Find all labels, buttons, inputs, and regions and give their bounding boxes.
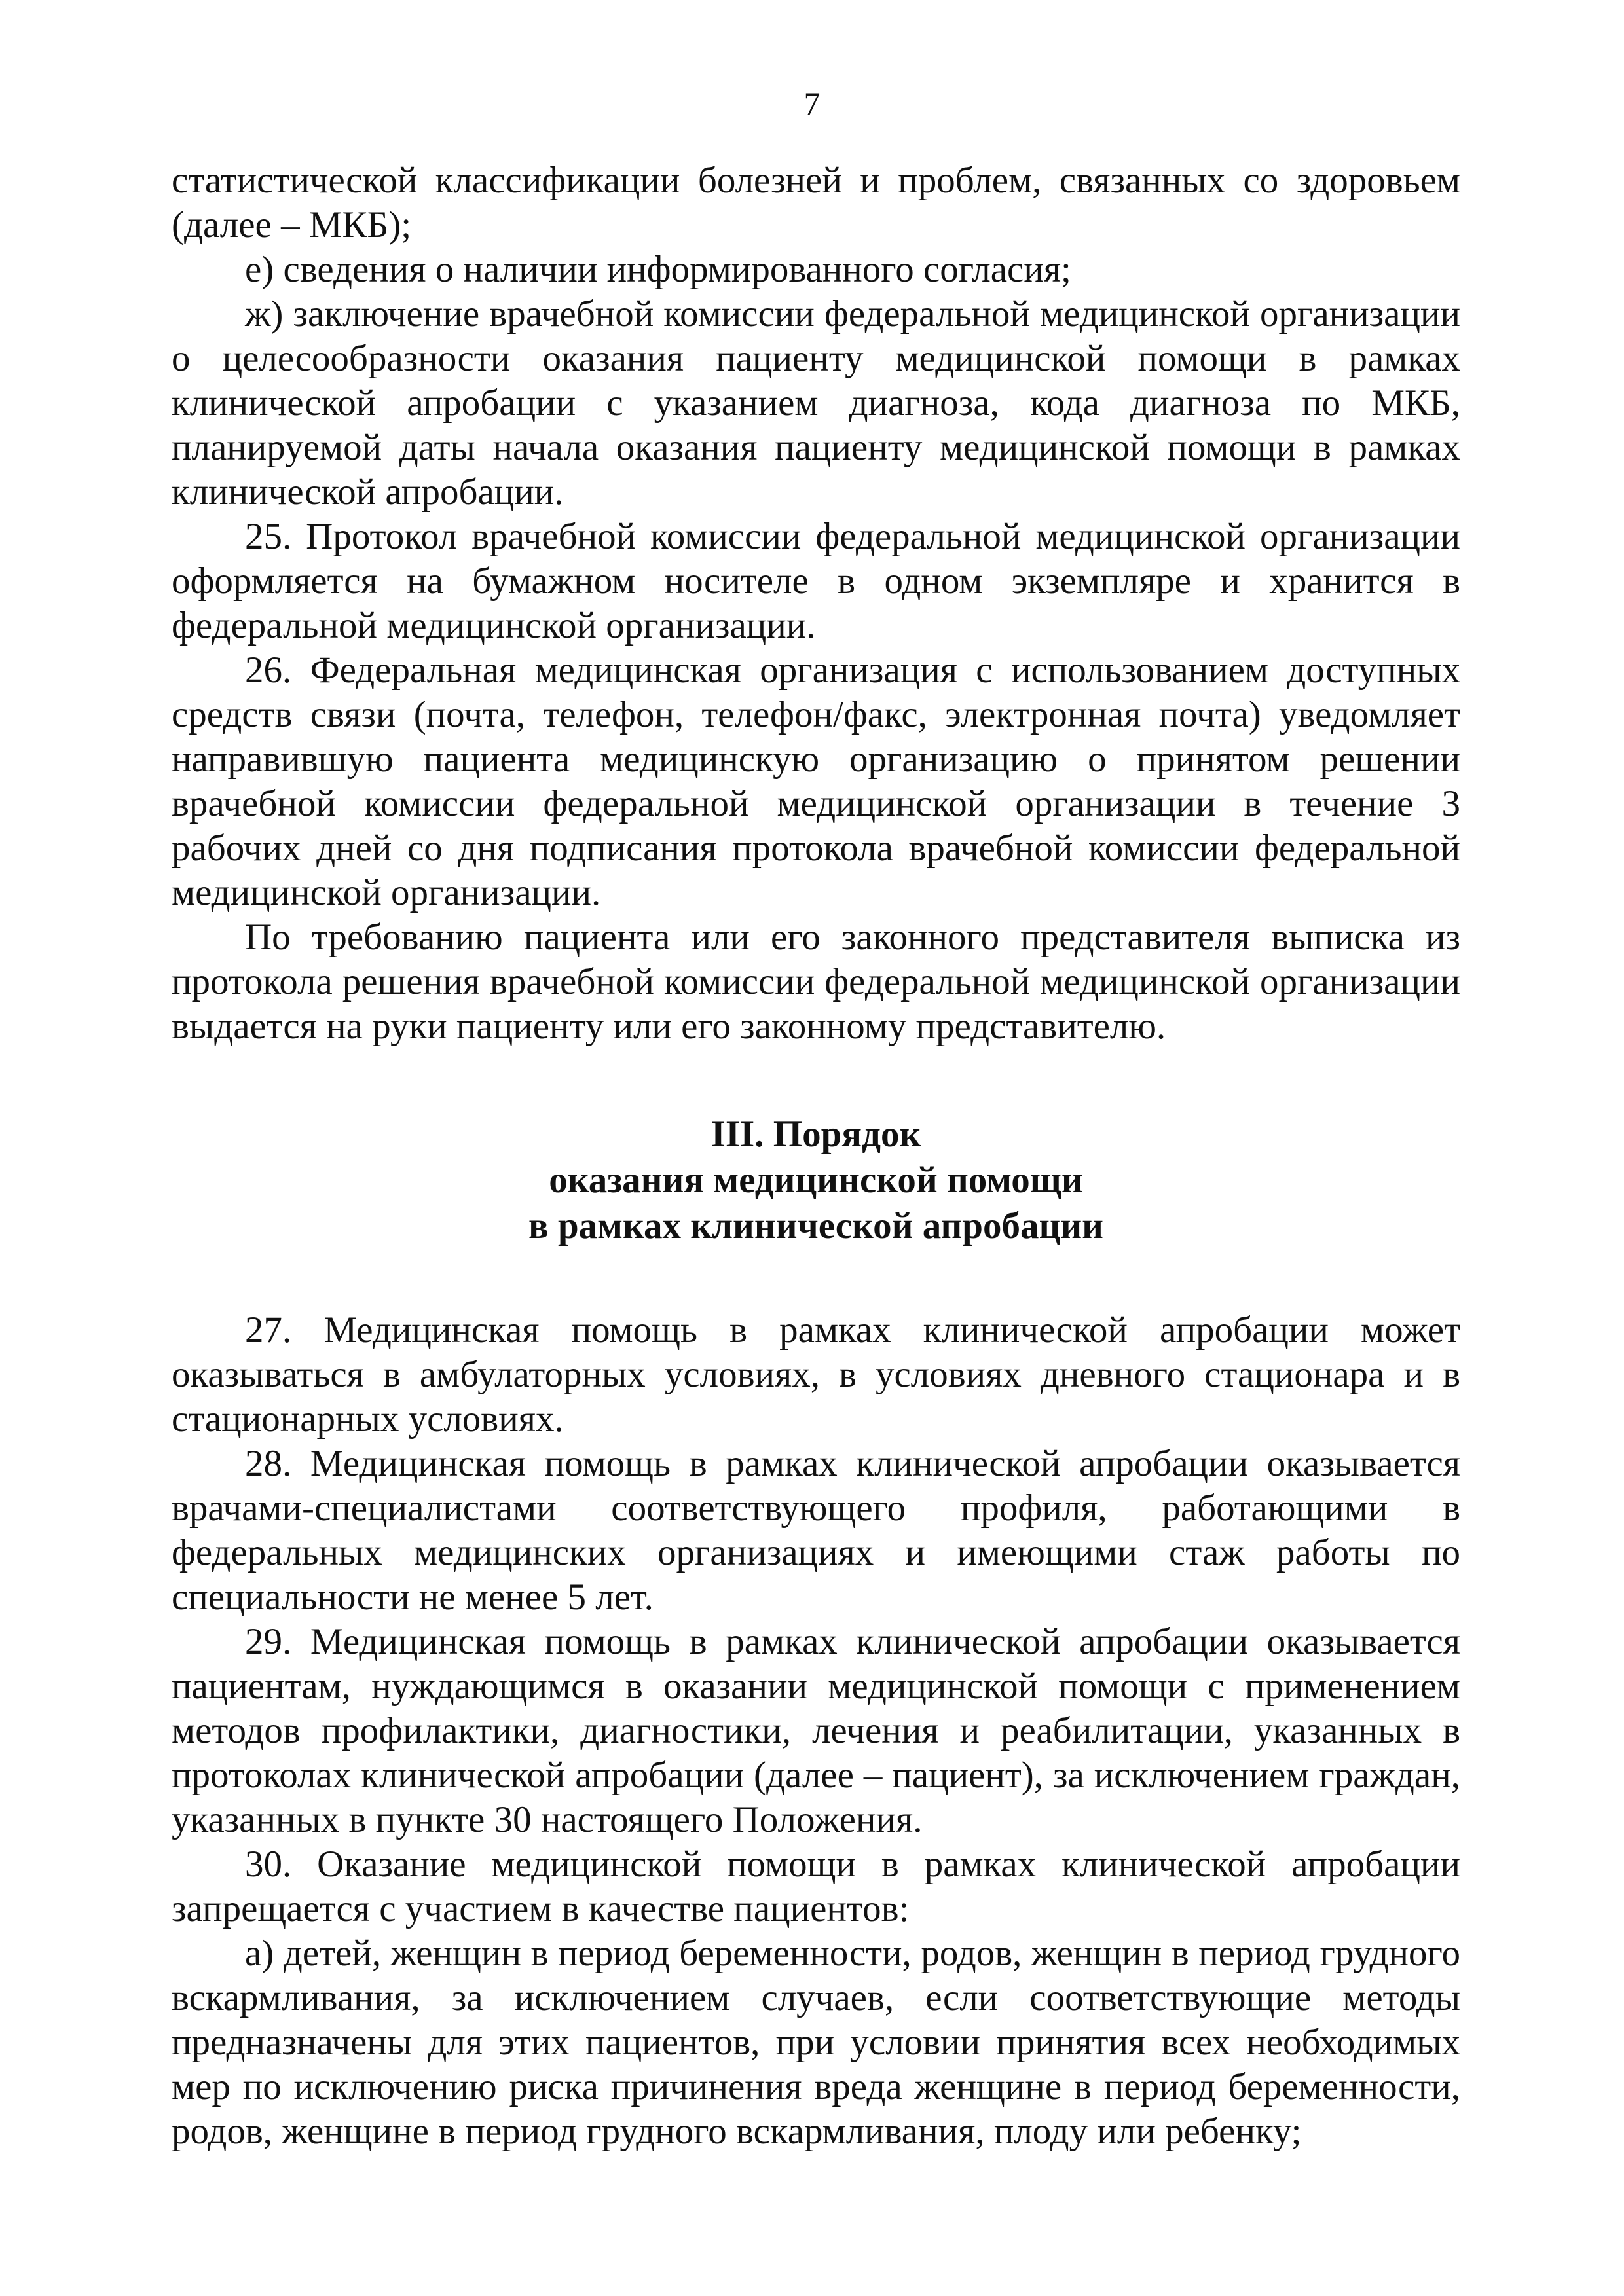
- paragraph: 26. Федеральная медицинская организация с использованием доступных средств связи (почта, телефон, телефон/факс, электронная почта) уведомляет направившую пациента медицинскую организацию о принятом решении врачебной комиссии федеральной медицинской организации в течение 3 рабочих дней со дня подписания протокола врачебной комиссии федеральной медицинской организации.: [172, 649, 1460, 913]
- paragraph: е) сведения о наличии информированного согласия;: [245, 249, 1071, 290]
- paragraph: 28. Медицинская помощь в рамках клинической апробации оказывается врачами-специалистами соответствующего профиля, работающими в федеральных медицинских организациях и имеющими стаж работы по специальности не менее 5 лет.: [172, 1443, 1460, 1618]
- paragraph: статистической классификации болезней и проблем, связанных со здоровьем (далее – МКБ);: [172, 160, 1460, 246]
- paragraph: По требованию пациента или его законного представителя выписка из протокола решения врачебной комиссии федеральной медицинской организации выдается на руки пациенту или его законному представителю.: [172, 917, 1460, 1047]
- paragraph: а) детей, женщин в период беременности, родов, женщин в период грудного вскармливания, за исключением случаев, если соответствующие методы предназначены для этих пациентов, при условии принятия всех необходимых мер по исключению риска причинения вреда женщине в период беременности, родов, женщине в период грудного вскармливания, плоду или ребенку;: [172, 1933, 1460, 2152]
- section-heading-line: оказания медицинской помощи: [549, 1159, 1083, 1201]
- document-body: [172, 158, 1460, 2154]
- section-heading-line: III. Порядок: [710, 1114, 921, 1155]
- paragraphs-after-heading: [172, 1308, 1460, 2154]
- paragraph: ж) заключение врачебной комиссии федеральной медицинской организации о целесообразности оказания пациенту медицинской помощи в рамках клинической апробации с указанием диагноза, кода диагноза по МКБ, планируемой даты начала оказания пациенту медицинской помощи в рамках клинической апробации.: [172, 293, 1460, 513]
- paragraphs-before-heading: [172, 158, 1460, 1049]
- paragraph: 30. Оказание медицинской помощи в рамках клинической апробации запрещается с участием в качестве пациентов:: [172, 1844, 1460, 1929]
- section-heading: [172, 1112, 1460, 1249]
- paragraph: 29. Медицинская помощь в рамках клинической апробации оказывается пациентам, нуждающимся в оказании медицинской помощи с применением методов профилактики, диагностики, лечения и реабилитации, указанных в протоколах клинической апробации (далее – пациент), за исключением граждан, указанных в пункте 30 настоящего Положения.: [172, 1621, 1460, 1840]
- section-heading-line: в рамках клинической апробации: [528, 1205, 1104, 1247]
- paragraph: 25. Протокол врачебной комиссии федеральной медицинской организации оформляется на бумажном носителе в одном экземпляре и хранится в федеральной медицинской организации.: [172, 516, 1460, 646]
- page-number: 7: [803, 85, 821, 122]
- paragraph: 27. Медицинская помощь в рамках клинической апробации может оказываться в амбулаторных условиях, в условиях дневного стационара и в стационарных условиях.: [172, 1309, 1460, 1440]
